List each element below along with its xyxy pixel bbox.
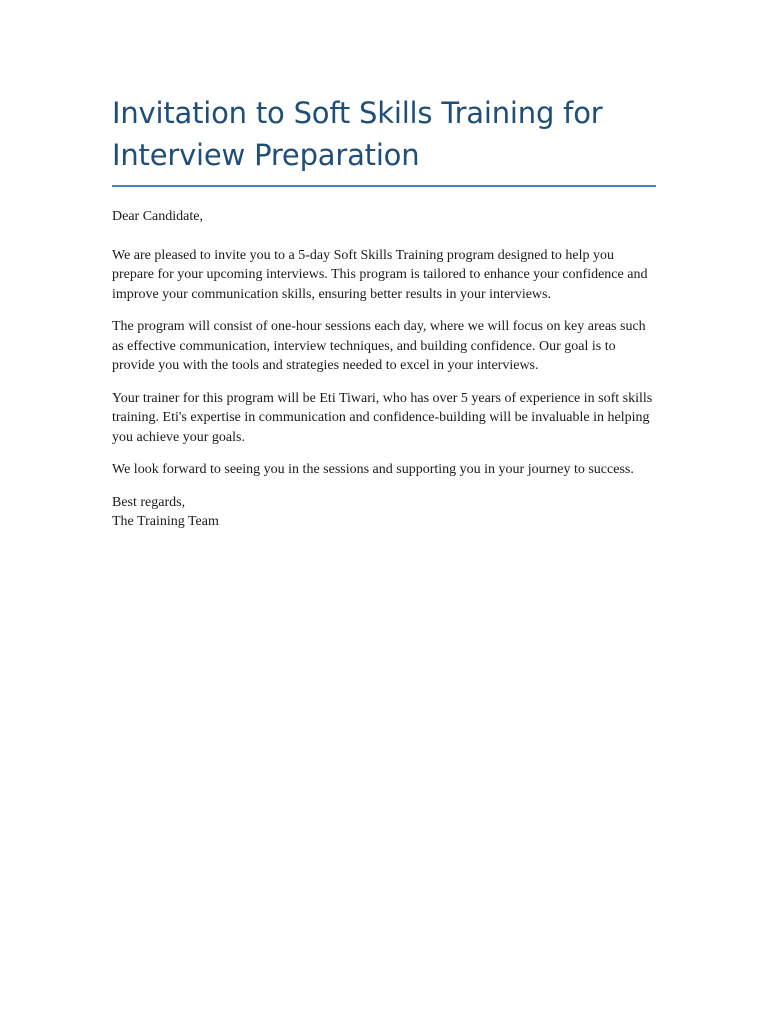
signature: The Training Team <box>112 514 219 529</box>
paragraph-trainer: Your trainer for this program will be Eti Tiwari, who has over 5 years of experience in soft skills training. Eti's expertise in communication and confidence-building will be invaluable in helping you achieve your goals. <box>112 390 653 445</box>
closing-line: Best regards, <box>112 494 186 510</box>
paragraph-closing-remarks: We look forward to seeing you in the sessions and supporting you in your journey to success. <box>112 462 634 477</box>
letter-content <box>112 92 656 532</box>
paragraph-invitation: We are pleased to invite you to a 5-day Soft Skills Training program designed to help you prepare for your upcoming interviews. This program is tailored to enhance your confidence and improve your communication skills, ensuring better results in your interviews. <box>112 247 648 302</box>
salutation: Dear Candidate, <box>112 209 203 224</box>
document-title: Invitation to Soft Skills Training for Interview Preparation <box>112 96 603 172</box>
title-underline <box>112 185 656 187</box>
paragraph-program-details: The program will consist of one-hour sessions each day, where we will focus on key areas such as effective communication, interview techniques, and building confidence. Our goal is to provide you with the tools and strategies needed to excel in your interviews. <box>112 319 646 373</box>
